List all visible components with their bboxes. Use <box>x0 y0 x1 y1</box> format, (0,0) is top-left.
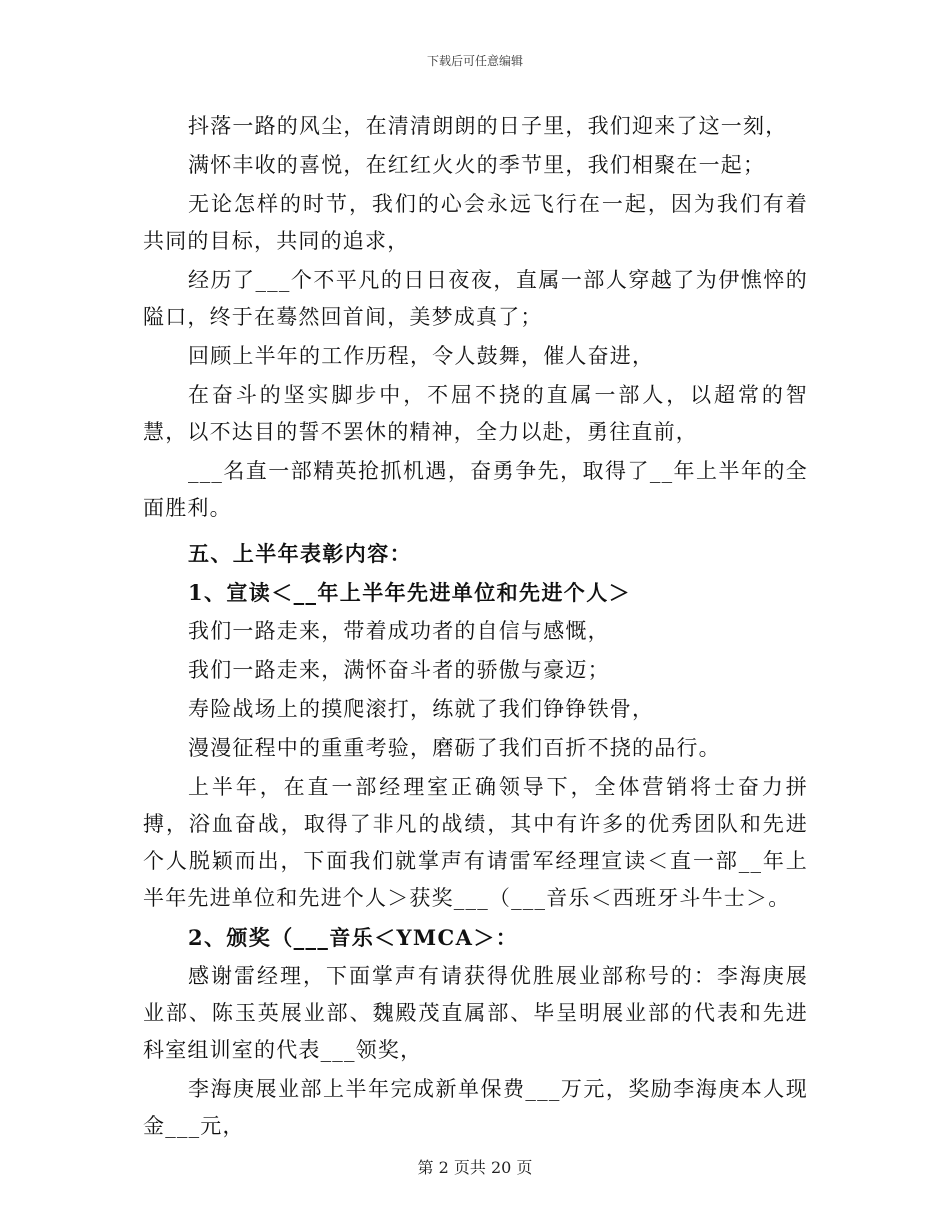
paragraph-1: 抖落一路的风尘，在清清朗朗的日子里，我们迎来了这一刻， <box>188 114 788 138</box>
page-footer: 第 2 页共 20 页 <box>417 1158 533 1177</box>
paragraph-8: 我们一路走来，带着成功者的自信与感慨， <box>188 619 610 643</box>
paragraph-12: 上半年，在直一部经理室正确领导下，全体营销将士奋力拼搏，浴血奋战，取得了非凡的战绩，其中有许多的优秀团队和先进个人脱颖而出，下面我们就掌声有请雷军经理宣读＜直一部__年上半年先进单位和先进个人＞获奖___（___音乐＜西班牙斗牛士＞。 <box>143 775 808 910</box>
paragraph-3: 无论怎样的时节，我们的心会永远飞行在一起，因为我们有着共同的目标，共同的追求， <box>143 192 808 253</box>
paragraph-11: 漫漫征程中的重重考验，磨砺了我们百折不挠的品行。 <box>188 736 721 760</box>
paragraph-13: 感谢雷经理，下面掌声有请获得优胜展业部称号的：李海庚展业部、陈玉英展业部、魏殿茂直属部、毕呈明展业部的代表和先进科室组训室的代表___领奖， <box>143 964 808 1062</box>
subheading-award: 2、颁奖（___音乐＜YMCA＞： <box>188 925 519 950</box>
paragraph-14: 李海庚展业部上半年完成新单保费___万元，奖励李海庚本人现金___元， <box>143 1077 808 1138</box>
section-heading: 五、上半年表彰内容： <box>188 541 412 566</box>
subheading-announcement: 1、宣读＜__年上半年先进单位和先进个人＞ <box>188 580 632 605</box>
paragraph-10: 寿险战场上的摸爬滚打，练就了我们铮铮铁骨， <box>188 697 655 721</box>
paragraph-6: 在奋斗的坚实脚步中，不屈不挠的直属一部人，以超常的智慧，以不达目的誓不罢休的精神，全力以赴，勇往直前， <box>143 383 808 444</box>
document-body <box>143 108 808 1145</box>
paragraph-2: 满怀丰收的喜悦，在红红火火的季节里，我们相聚在一起； <box>188 153 766 177</box>
paragraph-9: 我们一路走来，满怀奋斗者的骄傲与豪迈； <box>188 658 610 682</box>
paragraph-7: ___名直一部精英抢抓机遇，奋勇争先，取得了__年上半年的全面胜利。 <box>143 459 808 520</box>
paragraph-5: 回顾上半年的工作历程，令人鼓舞，催人奋进， <box>188 344 655 368</box>
paragraph-4: 经历了___个不平凡的日日夜夜，直属一部人穿越了为伊憔悴的隘口，终于在蓦然回首间，美梦成真了； <box>143 268 808 329</box>
page-header: 下载后可任意编辑 <box>426 54 523 68</box>
